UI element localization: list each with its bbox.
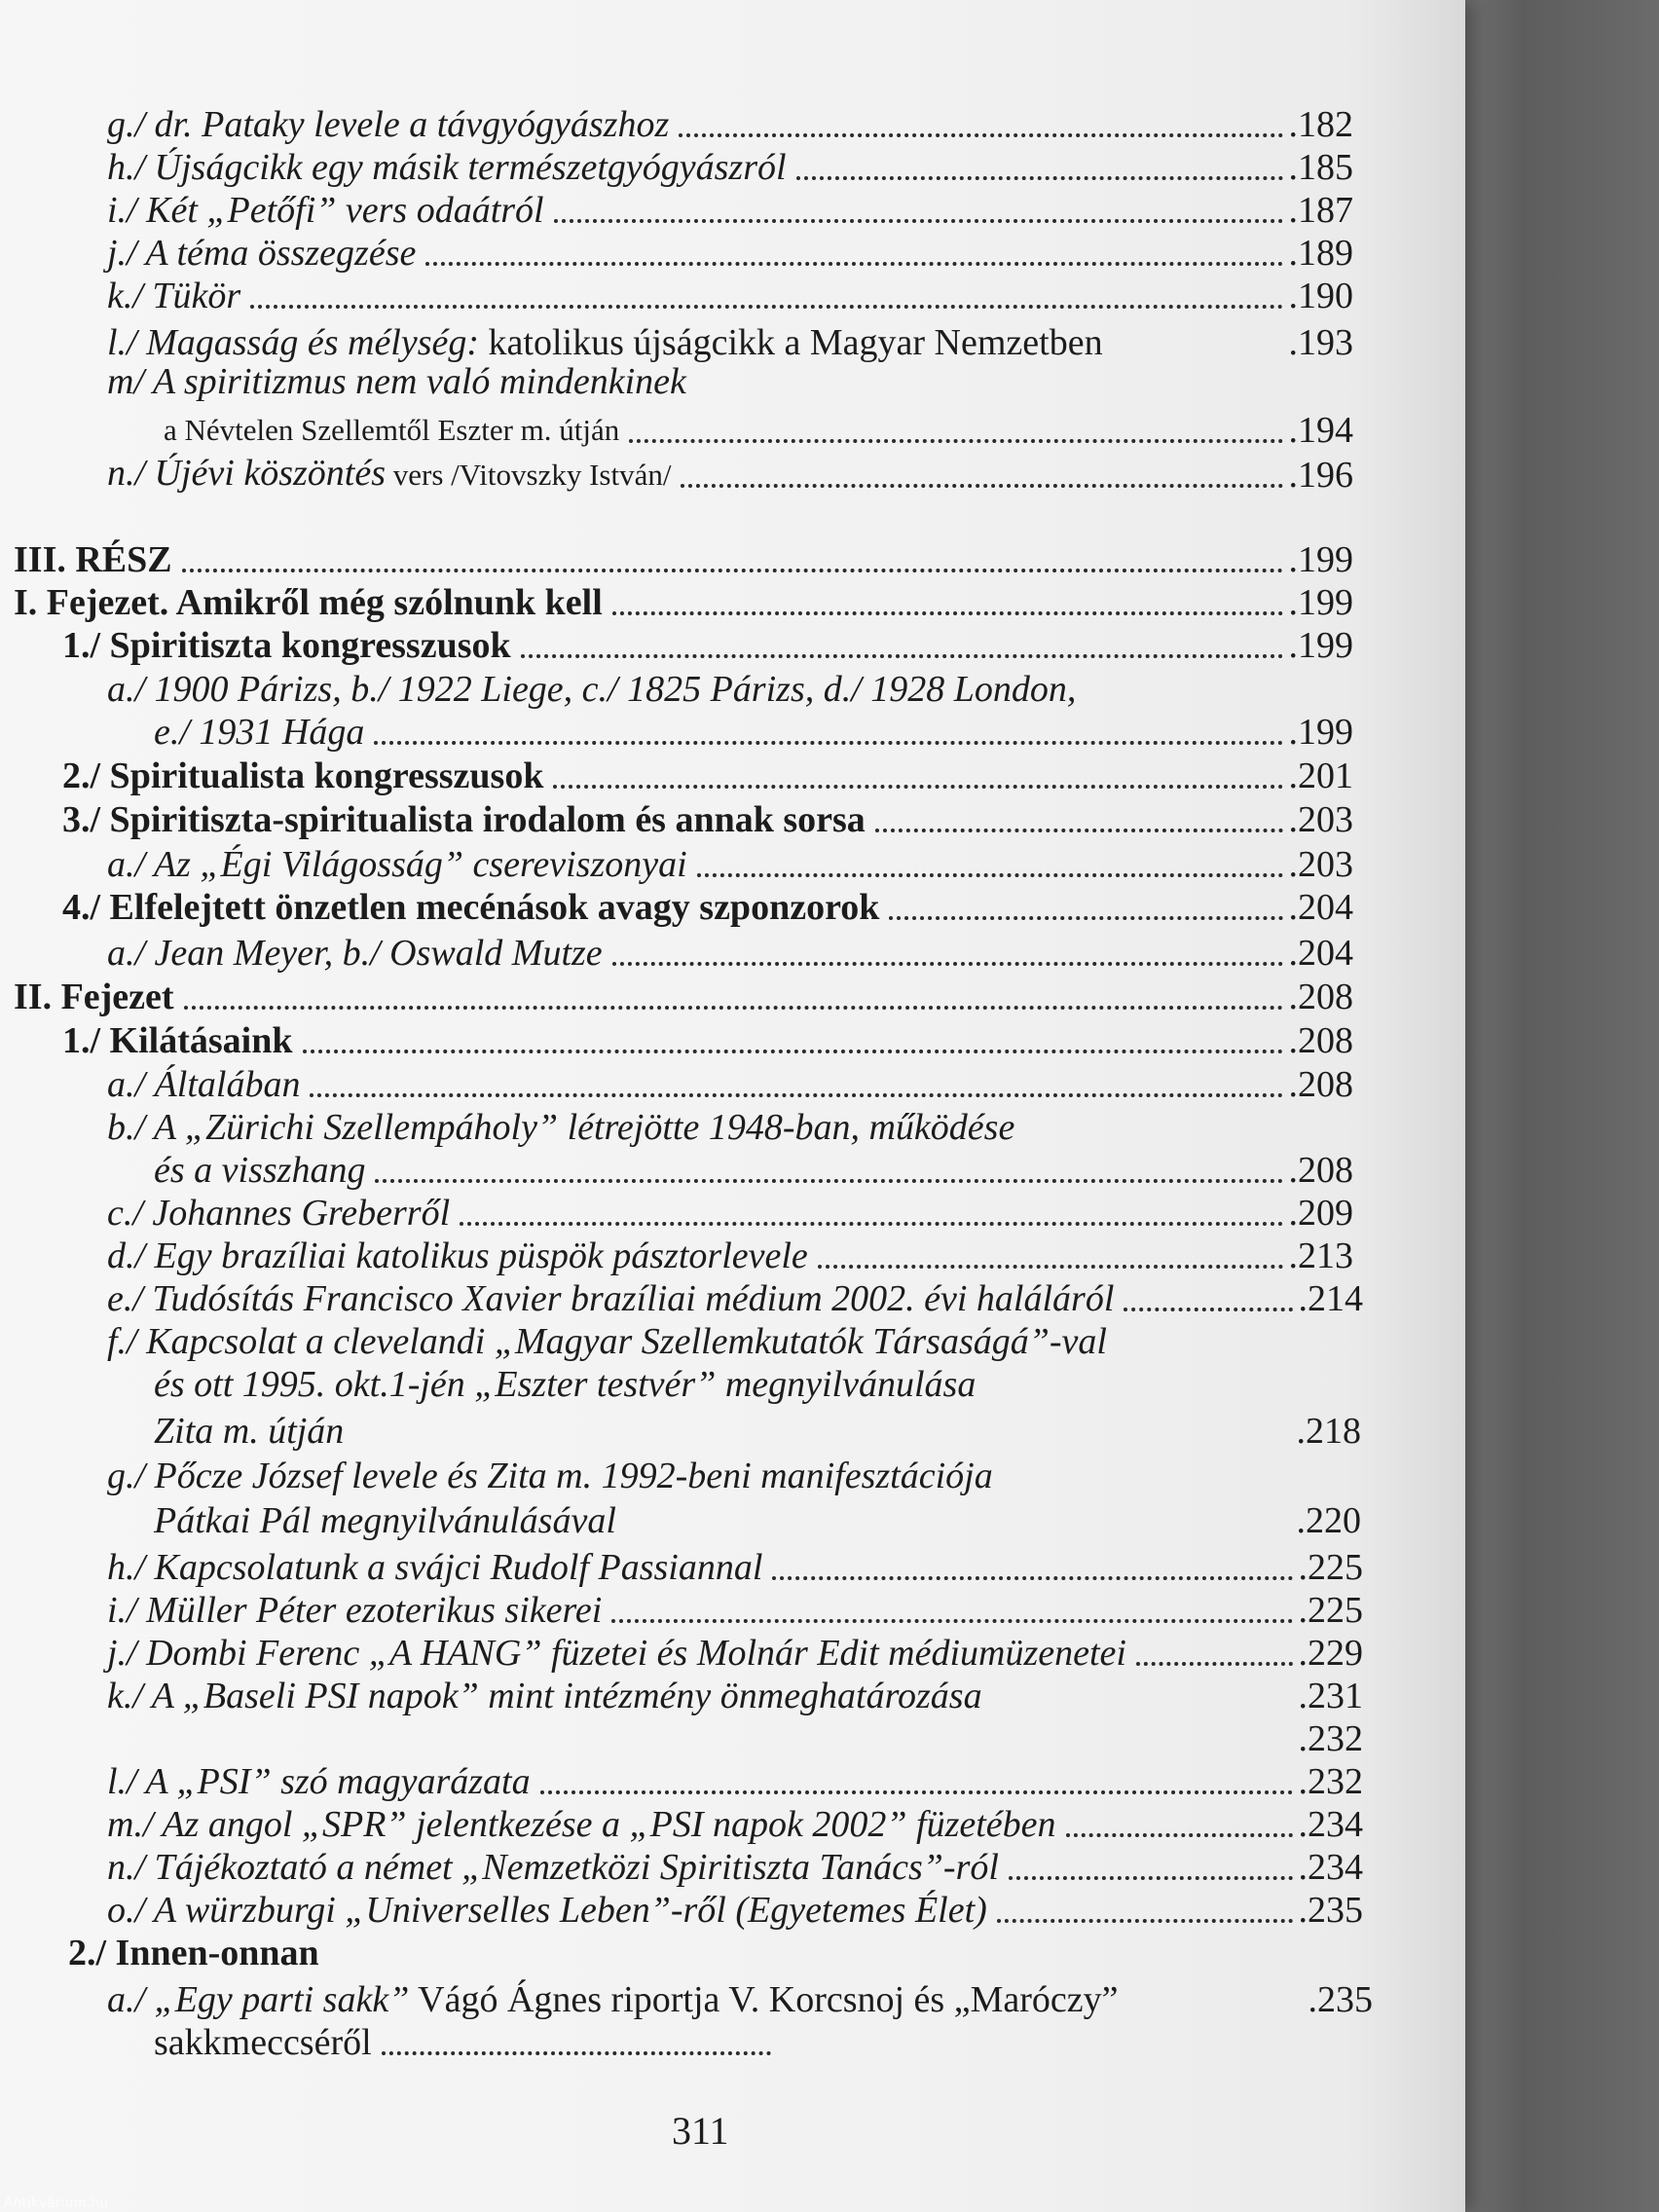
dot-leader — [626, 1520, 1291, 1533]
toc-entry — [107, 1717, 1363, 1760]
dot-leader — [1009, 1862, 1293, 1880]
dot-leader — [1124, 1294, 1292, 1311]
dot-leader — [697, 860, 1283, 877]
toc-entry-title: 2./ Innen-onnan — [68, 1933, 319, 1973]
toc-entry — [154, 2021, 1353, 2064]
toc-entry — [107, 1589, 1363, 1632]
toc-entry-title: és a visszhang — [154, 1150, 366, 1191]
toc-entry-title: i./ Két „Petőfi” vers odaátról — [107, 190, 544, 231]
toc-entry-title: g./ dr. Pataky levele a távgyógyászhoz — [107, 104, 670, 145]
toc-entry — [107, 275, 1353, 317]
toc-entry — [107, 232, 1353, 275]
toc-entry-page: .203 — [1288, 799, 1353, 840]
toc-entry-title: 3./ Spiritiszta-spiritualista irodalom és annak sorsa — [62, 799, 866, 840]
toc-entry — [107, 1760, 1363, 1803]
toc-entry-page: .232 — [1298, 1718, 1363, 1759]
dot-leader — [184, 992, 1283, 1010]
toc-entry-page: .214 — [1298, 1278, 1363, 1319]
toc-entry-page: .225 — [1298, 1590, 1363, 1631]
toc-entry — [68, 1932, 1353, 1974]
dot-leader — [796, 163, 1283, 180]
toc-entry-title: sakkmeccséről — [154, 2022, 372, 2063]
toc-entry — [107, 1675, 1363, 1717]
toc-entry-title: i./ Müller Péter ezoterikus sikerei — [107, 1590, 603, 1631]
dot-leader — [772, 1563, 1292, 1580]
toc-entry-title: I. Fejezet. Amikről még szólnunk kell — [14, 582, 603, 623]
toc-entry-page: .208 — [1288, 977, 1353, 1017]
dot-leader — [553, 771, 1282, 789]
toc-entry-title: e./ 1931 Hága — [154, 712, 365, 753]
toc-entry — [154, 711, 1353, 754]
toc-entry-title: 1./ Kilátásaink — [62, 1020, 293, 1061]
toc-entry-title-roman: katolikus újságcikk a Magyar Nemzetben — [479, 322, 1103, 363]
dot-leader — [1113, 342, 1283, 355]
toc-entry-title: d./ Egy brazíliai katolikus püspök pásztorlevele — [107, 1235, 808, 1276]
toc-entry — [62, 886, 1353, 929]
toc-entry — [107, 1192, 1353, 1235]
toc-entry — [107, 1277, 1363, 1320]
toc-entry — [107, 1455, 1353, 1497]
toc-entry-title: g./ Pőcze József levele és Zita m. 1992-beni manifesztációja — [107, 1456, 993, 1496]
toc-entry-title-roman: vers /Vitovszky István/ — [386, 458, 672, 492]
toc-entry-page: .235 — [1298, 1890, 1363, 1931]
toc-entry — [107, 189, 1353, 232]
dot-leader — [425, 248, 1282, 266]
dot-leader — [875, 815, 1283, 832]
toc-entry-page: .208 — [1288, 1020, 1353, 1061]
toc-entry — [107, 1846, 1363, 1889]
dot-leader — [1086, 688, 1347, 702]
toc-entry-title: h./ Kapcsolatunk a svájci Rudolf Passiannal — [107, 1547, 763, 1588]
toc-entry-page: .201 — [1288, 756, 1353, 796]
dot-leader — [353, 1430, 1290, 1444]
toc-entry-page: .231 — [1298, 1676, 1363, 1716]
toc-entry-title: m./ Az angol „SPR” jelentkezése a „PSI napok 2002” füzetében — [107, 1804, 1056, 1845]
toc-entry-page: .235 — [1308, 1979, 1373, 2020]
toc-entry-page: .234 — [1298, 1847, 1363, 1888]
dot-leader — [329, 1952, 1347, 1966]
page-number: 311 — [672, 2109, 729, 2153]
toc-entry-page: .208 — [1288, 1064, 1353, 1105]
toc-entry-page: .213 — [1288, 1235, 1353, 1276]
toc-entry-title: m/ A spiritizmus nem való mindenkinek — [107, 361, 686, 402]
toc-entry-title: n./ Tájékoztató a német „Nemzetközi Spiritiszta Tanács”-ról — [107, 1847, 999, 1888]
toc-entry — [154, 1363, 1353, 1406]
dot-leader — [310, 1080, 1282, 1097]
toc-entry-title: o./ A würzburgi „Universelles Leben”-ről (Egyetemes Élet) — [107, 1890, 987, 1931]
toc-entry-page: .232 — [1298, 1761, 1363, 1802]
toc-entry — [107, 146, 1353, 189]
toc-entry-title: c./ Johannes Greberről — [107, 1193, 451, 1234]
toc-entry — [107, 454, 1353, 497]
toc-entry — [107, 843, 1353, 886]
dot-leader — [1117, 1341, 1347, 1354]
toc-entry-page: .199 — [1288, 712, 1353, 753]
toc-entry — [107, 1106, 1353, 1149]
dot-leader — [679, 120, 1282, 137]
toc-entry-title: a Névtelen Szellemtől Eszter m. útján — [164, 413, 620, 447]
toc-entry — [154, 1149, 1353, 1192]
toc-entry — [107, 1803, 1363, 1846]
toc-entry-title — [107, 452, 671, 497]
toc-entry-title: b./ A „Zürichi Szellempáholy” létrejötte 1948-ban, működése — [107, 1107, 1015, 1148]
toc-entry — [107, 1632, 1363, 1675]
dot-leader — [818, 1251, 1283, 1269]
toc-entry-title-italic: a./ „Egy parti sakk” — [107, 1979, 410, 2020]
dot-leader — [375, 1165, 1282, 1183]
dot-leader — [696, 381, 1347, 394]
toc-entry-title: j./ Dombi Ferenc „A HANG” füzetei és Molnár Edit médiumüzenetei — [107, 1633, 1126, 1674]
toc-entry — [62, 755, 1353, 797]
dot-leader — [303, 1036, 1283, 1053]
toc-entry-page: .218 — [1296, 1411, 1361, 1452]
dot-leader — [1024, 1126, 1347, 1140]
dot-leader — [521, 641, 1283, 658]
dot-leader — [997, 1905, 1293, 1923]
toc-entry-page: .190 — [1288, 276, 1353, 316]
toc-entry-page: .199 — [1288, 582, 1353, 623]
toc-entry-title: a./ Jean Meyer, b./ Oswald Mutze — [107, 933, 603, 974]
toc-entry-page: .234 — [1298, 1804, 1363, 1845]
toc-chapter-heading — [14, 581, 1353, 624]
toc-entry-title: h./ Újságcikk egy másik természetgyógyászról — [107, 147, 787, 188]
dot-leader — [1066, 1820, 1293, 1837]
toc-entry-page: .182 — [1288, 104, 1353, 145]
toc-entry-title: 2./ Spiritualista kongresszusok — [62, 756, 544, 796]
toc-entry — [107, 321, 1353, 364]
toc-entry-page: .204 — [1288, 887, 1353, 928]
toc-entry-page: .203 — [1288, 844, 1353, 885]
background-edge — [1431, 0, 1659, 2212]
toc-entry-title: f./ Kapcsolat a clevelandi „Magyar Szellemkutatók Társaságá”-val — [107, 1321, 1107, 1362]
toc-entry-title: III. RÉSZ — [14, 539, 172, 580]
toc-entry-page: .193 — [1288, 322, 1353, 363]
toc-entry-title: Pátkai Pál megnyilvánulásával — [154, 1500, 616, 1541]
toc-entry — [154, 1499, 1361, 1542]
toc-entry — [107, 1235, 1353, 1277]
dot-leader — [382, 2038, 771, 2055]
dot-leader — [612, 598, 1283, 615]
toc-entry-page: .220 — [1296, 1500, 1361, 1541]
dot-leader — [629, 425, 1282, 443]
toc-entry — [107, 1320, 1353, 1363]
toc-entry-title: 4./ Elfelejtett önzetlen mecénások avagy szponzorok — [62, 887, 880, 928]
dot-leader — [1003, 1475, 1347, 1489]
toc-entry-page: .187 — [1288, 190, 1353, 231]
toc-entry-title-italic: n./ Újévi köszöntés — [107, 453, 387, 494]
dot-leader — [554, 205, 1283, 223]
toc-entry-page: .229 — [1298, 1633, 1363, 1674]
toc-entry-page: .185 — [1288, 147, 1353, 188]
toc-entry — [107, 103, 1353, 146]
dot-leader — [1128, 1999, 1303, 2012]
toc-entry — [107, 1546, 1363, 1589]
toc-entry-title-italic: l./ Magasság és mélység: — [107, 322, 480, 363]
toc-section-heading — [14, 538, 1353, 581]
toc-entry — [107, 668, 1353, 711]
toc-entry-page: .194 — [1288, 410, 1353, 451]
toc-entry-title: 1./ Spiritiszta kongresszusok — [62, 625, 511, 666]
toc-entry-title: a./ Az „Égi Világosság” csereviszonyai — [107, 844, 687, 885]
toc-entry — [107, 1978, 1373, 2021]
dot-leader — [182, 555, 1283, 572]
toc-entry — [164, 409, 1353, 452]
dot-leader — [374, 727, 1282, 745]
toc-entry-title: Zita m. útján — [154, 1411, 345, 1452]
toc-entry — [107, 1889, 1363, 1932]
toc-entry-title: II. Fejezet — [14, 977, 174, 1017]
dot-leader — [889, 903, 1282, 920]
toc-entry-title — [107, 321, 1103, 364]
toc-entry-title: k./ Tükör — [107, 276, 241, 316]
dot-leader — [540, 1777, 1293, 1794]
dot-leader — [1136, 1648, 1293, 1666]
toc-entry-title — [107, 1978, 1119, 2021]
toc-entry-title: k./ A „Baseli PSI napok” mint intézmény önmeghatározása — [107, 1676, 982, 1716]
toc-entry — [62, 624, 1353, 667]
toc-entry-title: és ott 1995. okt.1-jén „Eszter testvér” megnyilvánulása — [154, 1364, 977, 1405]
dot-leader — [460, 1208, 1282, 1226]
toc-entry — [154, 1410, 1361, 1453]
toc-entry-page: .225 — [1298, 1547, 1363, 1588]
toc-entry-title: e./ Tudósítás Francisco Xavier brazíliai médium 2002. évi haláláról — [107, 1278, 1115, 1319]
dot-leader — [612, 948, 1283, 966]
toc-entry — [107, 932, 1353, 975]
dot-leader — [681, 470, 1282, 488]
toc-entry — [62, 1019, 1353, 1062]
toc-entry — [107, 1063, 1353, 1106]
toc-entry-title: a./ 1900 Párizs, b./ 1922 Liege, c./ 1825 Párizs, d./ 1928 London, — [107, 669, 1077, 710]
toc-entry-title-roman: Vágó Ágnes riportja V. Korcsnoj és „Maróczy” — [409, 1979, 1119, 2020]
toc-chapter-heading — [14, 976, 1353, 1018]
dot-leader — [117, 1738, 1293, 1751]
toc-entry-title: j./ A téma összegzése — [107, 233, 417, 274]
toc-entry-page: .199 — [1288, 539, 1353, 580]
toc-entry-page: .209 — [1288, 1193, 1353, 1234]
toc-entry-page: .204 — [1288, 933, 1353, 974]
dot-leader — [992, 1695, 1293, 1709]
toc-entry-page: .199 — [1288, 625, 1353, 666]
toc-entry-page: .189 — [1288, 233, 1353, 274]
toc-entry — [62, 798, 1353, 841]
watermark: Antikvárium.hu — [4, 2195, 109, 2211]
toc-entry-page: .208 — [1288, 1150, 1353, 1191]
dot-leader — [611, 1605, 1292, 1623]
toc-entry-title: a./ Általában — [107, 1064, 301, 1105]
dot-leader — [985, 1383, 1347, 1397]
toc-entry-title: l./ A „PSI” szó magyarázata — [107, 1761, 531, 1802]
dot-leader — [250, 291, 1282, 309]
toc-entry — [107, 360, 1353, 403]
toc-entry-page: .196 — [1288, 455, 1353, 496]
